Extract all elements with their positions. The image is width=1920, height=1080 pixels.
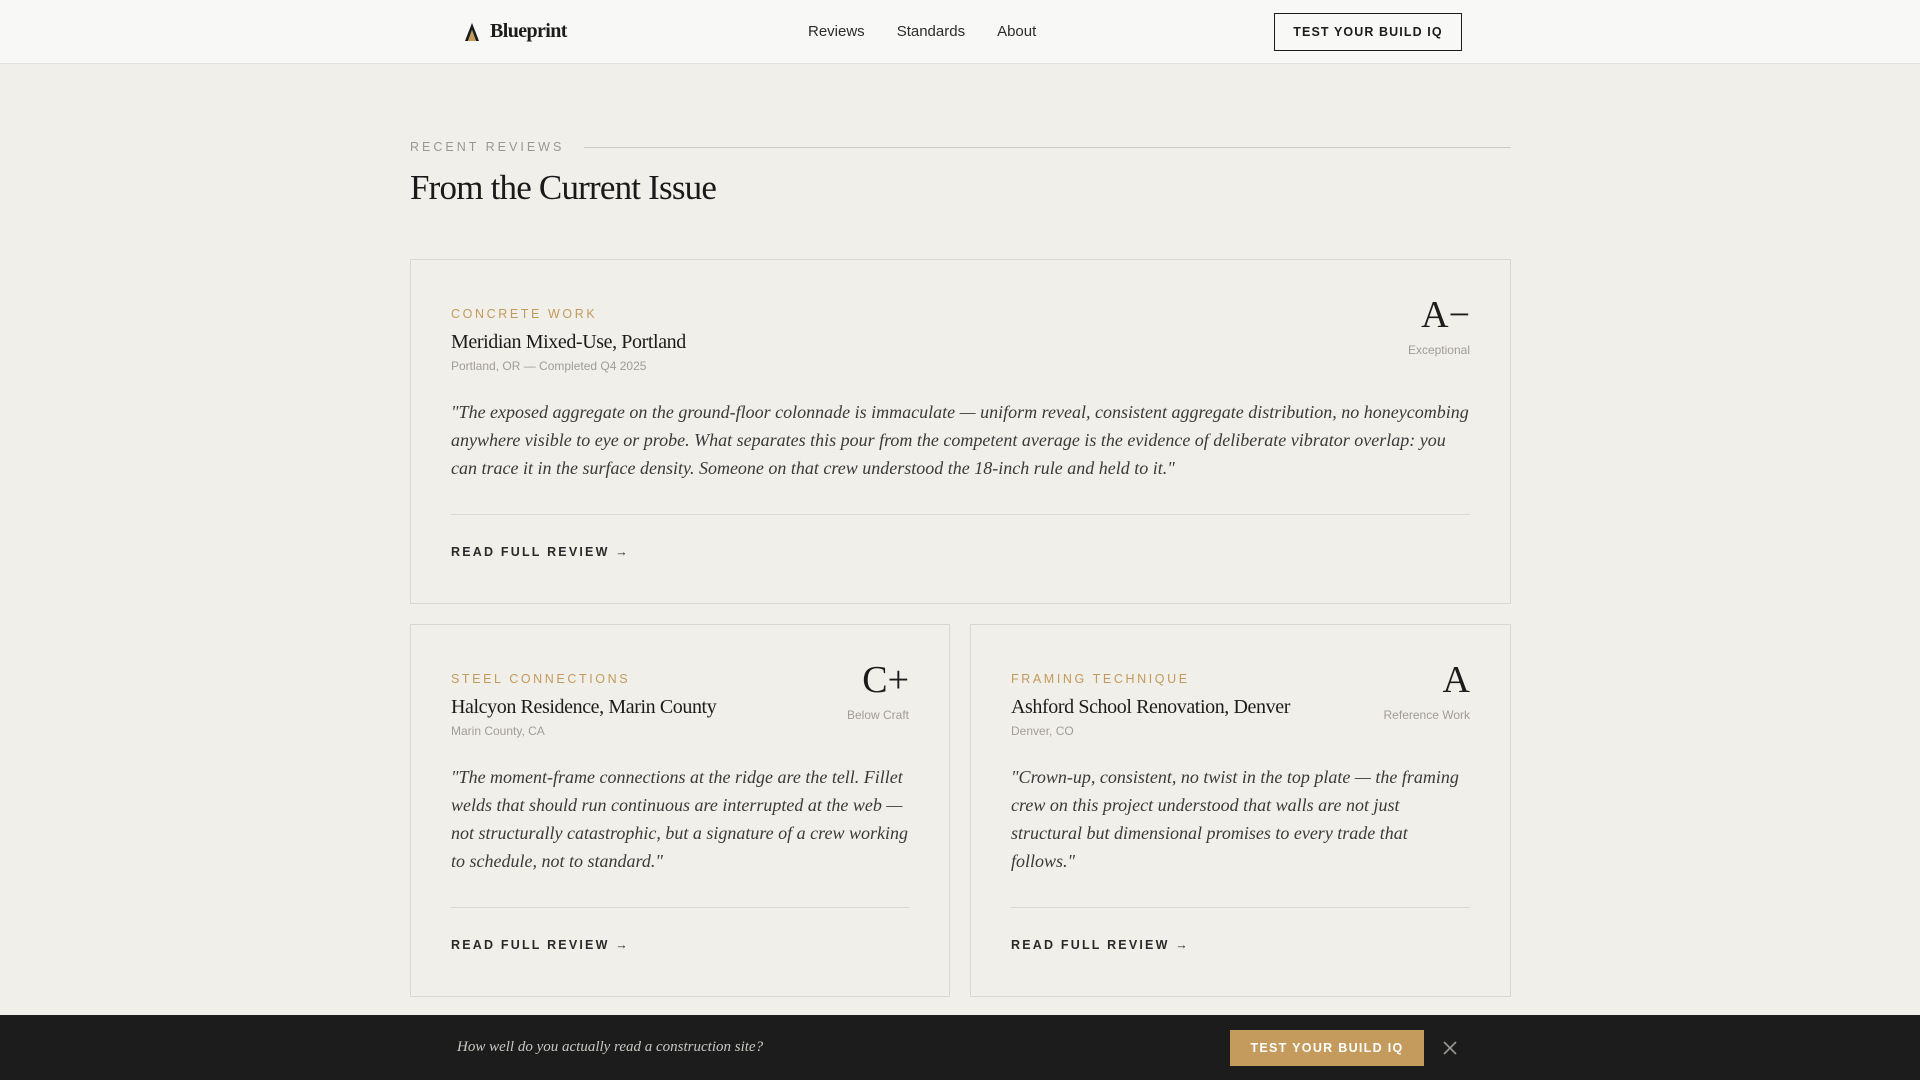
review-category: CONCRETE WORK	[451, 307, 598, 321]
review-project-meta: Denver, CO	[1011, 724, 1074, 738]
nav-link-reviews[interactable]: Reviews	[808, 23, 865, 40]
review-quote: "The moment-frame connections at the ridge are the tell. Fillet welds that should run continuous are interrupted at the web — not structurally catastrophic, but a signature of a crew working to schedule, not to standard."	[451, 767, 908, 871]
blueprint-logo-icon	[462, 21, 482, 43]
review-project-title: Halcyon Residence, Marin County	[451, 696, 717, 718]
review-quote: "Crown-up, consistent, no twist in the top plate — the framing crew on this project understood that walls are not just structural but dimensional promises to every trade that follows."	[1011, 767, 1459, 871]
review-project-title: Ashford School Renovation, Denver	[1011, 696, 1290, 718]
read-full-review-link[interactable]: READ FULL REVIEW →	[1011, 938, 1190, 952]
review-grade: C+	[862, 659, 909, 701]
review-card	[410, 624, 950, 997]
read-full-review-link[interactable]: READ FULL REVIEW →	[451, 938, 630, 952]
section-eyebrow: RECENT REVIEWS	[410, 140, 565, 154]
review-project-meta: Marin County, CA	[451, 724, 545, 738]
card-divider	[451, 514, 1470, 515]
quiz-promo-bar	[0, 1015, 1920, 1080]
nav-link-about[interactable]: About	[997, 23, 1037, 40]
promo-prompt: How well do you actually read a construction site?	[457, 1039, 764, 1055]
review-grade: A−	[1421, 294, 1470, 336]
review-grade: A	[1442, 659, 1470, 701]
review-grade-label: Reference Work	[1383, 708, 1470, 722]
section-title: From the Current Issue	[410, 168, 717, 207]
review-category: STEEL CONNECTIONS	[451, 672, 631, 686]
review-grade-label: Below Craft	[846, 708, 909, 722]
review-card	[970, 624, 1511, 997]
featured-review-card	[410, 259, 1511, 604]
card-divider	[1011, 907, 1470, 908]
brand-name: Blueprint	[490, 20, 567, 42]
test-build-iq-bottom-button[interactable]: TEST YOUR BUILD IQ	[1230, 1030, 1424, 1066]
card-divider	[451, 907, 909, 908]
section-divider	[584, 147, 1511, 148]
review-category: FRAMING TECHNIQUE	[1011, 672, 1190, 686]
review-quote: "The exposed aggregate on the ground-floor colonnade is immaculate — uniform reveal, consistent aggregate distribution, no honeycombing anywhere visible to eye or probe. What separates this pour from the competent average is the evidence of deliberate vibrator overlap: you can trace it in the surface density. Someone on that crew understood the 18-inch rule and held to it."	[451, 402, 1469, 478]
read-full-review-link[interactable]: READ FULL REVIEW →	[451, 545, 630, 559]
test-build-iq-button[interactable]: TEST YOUR BUILD IQ	[1274, 13, 1462, 51]
review-grade-label: Exceptional	[1407, 343, 1470, 357]
main-nav	[808, 23, 1036, 40]
review-project-title: Meridian Mixed-Use, Portland	[451, 331, 686, 353]
brand-link[interactable]	[462, 20, 567, 43]
close-icon[interactable]	[1441, 1039, 1459, 1057]
top-navigation	[0, 0, 1920, 64]
nav-link-standards[interactable]: Standards	[896, 23, 966, 40]
review-project-meta: Portland, OR — Completed Q4 2025	[451, 359, 647, 373]
